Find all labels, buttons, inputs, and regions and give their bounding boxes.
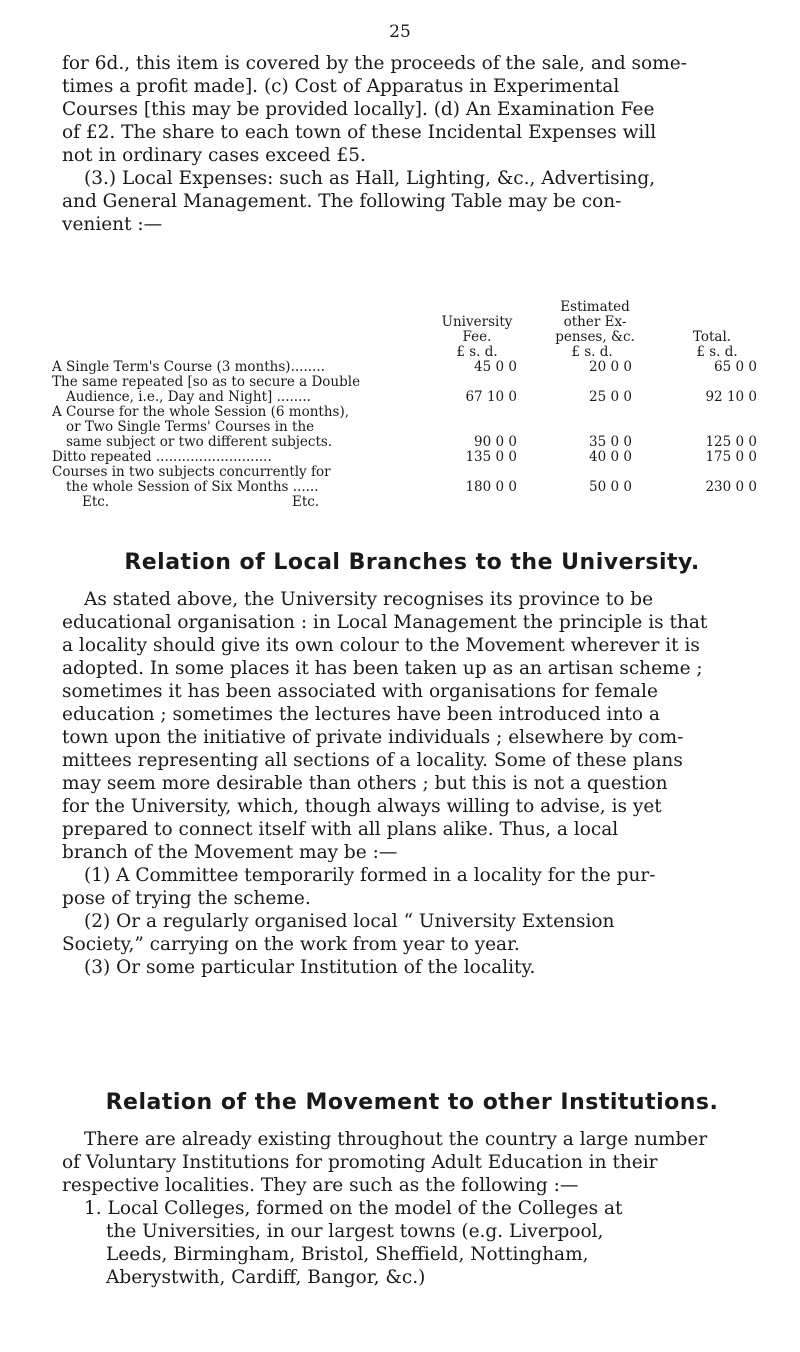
section-heading-other-institutions: Relation of the Movement to other Institutions.: [105, 1090, 719, 1115]
university-fee-cell: 67 10 0: [465, 389, 517, 405]
row-label-line: the whole Session of Six Months ......: [66, 479, 319, 495]
other-expenses-cell: 25 0 0: [589, 389, 632, 405]
text-line: town upon the initiative of private individuals ; elsewhere by com-: [62, 727, 684, 748]
text-line: education ; sometimes the lectures have been introduced into a: [62, 704, 660, 725]
text-line: venient :—: [62, 214, 163, 235]
row-label-line: Ditto repeated ...........................: [52, 450, 272, 465]
list-item-line: Aberystwith, Cardiff, Bangor, &c.): [106, 1267, 426, 1288]
row-label-line: The same repeated [so as to secure a Double: [52, 375, 361, 390]
other-expenses-cell: 40 0 0: [589, 449, 632, 465]
text-line: of £2. The share to each town of these Incidental Expenses will: [62, 122, 657, 143]
text-line: (1) A Committee temporarily formed in a locality for the pur-: [84, 865, 656, 886]
text-line: (2) Or a regularly organised local “ University Extension: [84, 911, 615, 932]
total-cell: 92 10 0: [705, 389, 757, 405]
column-header-university: [427, 315, 527, 345]
row-label: [52, 360, 424, 375]
etc-label: Etc.: [292, 494, 320, 510]
unit-header: £ s. d.: [571, 344, 613, 360]
section1-body: [62, 588, 762, 979]
text-line: adopted. In some places it has been taken up as an artisan scheme ;: [62, 658, 703, 679]
text-line: sometimes it has been associated with organisations for female: [62, 681, 658, 702]
section2-body: [62, 1128, 762, 1197]
row-label: [52, 375, 424, 405]
university-fee-cell: 135 0 0: [465, 449, 517, 465]
intro-paragraph: [62, 52, 762, 236]
row-label: [52, 450, 424, 465]
text-line: may seem more desirable than others ; but this is not a question: [62, 773, 668, 794]
text-line: for 6d., this item is covered by the proceeds of the sale, and some-: [62, 53, 687, 74]
header-text: Total.: [692, 329, 732, 345]
text-line: of Voluntary Institutions for promoting Adult Education in their: [62, 1152, 658, 1173]
list-item-line: Leeds, Birmingham, Bristol, Sheffield, Nottingham,: [106, 1244, 589, 1265]
row-label: [52, 405, 424, 450]
row-label-line: A Course for the whole Session (6 months),: [52, 405, 349, 420]
text-line: Courses [this may be provided locally]. (d) An Examination Fee: [62, 99, 655, 120]
text-line: a locality should give its own colour to the Movement wherever it is: [62, 635, 700, 656]
text-line: and General Management. The following Table may be con-: [62, 191, 622, 212]
text-line: branch of the Movement may be :—: [62, 842, 398, 863]
text-line: for the University, which, though always willing to advise, is yet: [62, 796, 662, 817]
row-label: [52, 465, 424, 495]
row-label-line: A Single Term's Course (3 months)........: [52, 360, 325, 375]
page-number: 25: [389, 22, 411, 42]
row-label-line: Courses in two subjects concurrently for: [52, 465, 331, 480]
text-line: educational organisation : in Local Management the principle is that: [62, 612, 708, 633]
text-line: not in ordinary cases exceed £5.: [62, 145, 366, 166]
header-text: other Ex-: [563, 314, 627, 330]
unit-header: £ s. d.: [696, 344, 738, 360]
list-item-line: 1. Local Colleges, formed on the model of the Colleges at: [84, 1198, 623, 1219]
text-line: There are already existing throughout the country a large number: [84, 1129, 708, 1150]
university-fee-cell: 90 0 0: [474, 434, 517, 450]
text-line: prepared to connect itself with all plans alike. Thus, a local: [62, 819, 619, 840]
text-line: As stated above, the University recognises its province to be: [84, 589, 654, 610]
total-cell: 230 0 0: [705, 479, 757, 495]
text-line: times a profit made]. (c) Cost of Apparatus in Experimental: [62, 76, 620, 97]
text-line: Society,” carrying on the work from year to year.: [62, 934, 520, 955]
other-expenses-cell: 20 0 0: [589, 359, 632, 375]
row-label-line: Audience, i.e., Day and Night] ........: [66, 389, 311, 405]
header-text: Fee.: [462, 329, 492, 345]
text-line: mittees representing all sections of a locality. Some of these plans: [62, 750, 683, 771]
university-fee-cell: 180 0 0: [465, 479, 517, 495]
etc-label: Etc.: [82, 494, 110, 510]
institutions-list: [84, 1197, 760, 1289]
header-text: Estimated: [560, 299, 630, 315]
total-cell: 125 0 0: [705, 434, 757, 450]
column-header-other-expenses: [540, 300, 650, 345]
other-expenses-cell: 35 0 0: [589, 434, 632, 450]
text-line: (3) Or some particular Institution of the locality.: [84, 957, 536, 978]
university-fee-cell: 45 0 0: [474, 359, 517, 375]
total-cell: 175 0 0: [705, 449, 757, 465]
row-label-line: same subject or two different subjects.: [66, 434, 333, 450]
other-expenses-cell: 50 0 0: [589, 479, 632, 495]
text-line: pose of trying the scheme.: [62, 888, 311, 909]
column-header-total: [662, 330, 762, 345]
unit-header: £ s. d.: [456, 344, 498, 360]
list-item-line: the Universities, in our largest towns (e.g. Liverpool,: [106, 1221, 604, 1242]
header-text: penses, &c.: [555, 329, 635, 345]
row-label-line: or Two Single Terms' Courses in the: [66, 419, 315, 435]
header-text: University: [441, 314, 513, 330]
total-cell: 65 0 0: [714, 359, 757, 375]
text-line: (3.) Local Expenses: such as Hall, Lighting, &c., Advertising,: [84, 168, 656, 189]
text-line: respective localities. They are such as the following :—: [62, 1175, 579, 1196]
section-heading-local-branches: Relation of Local Branches to the University.: [124, 550, 700, 575]
